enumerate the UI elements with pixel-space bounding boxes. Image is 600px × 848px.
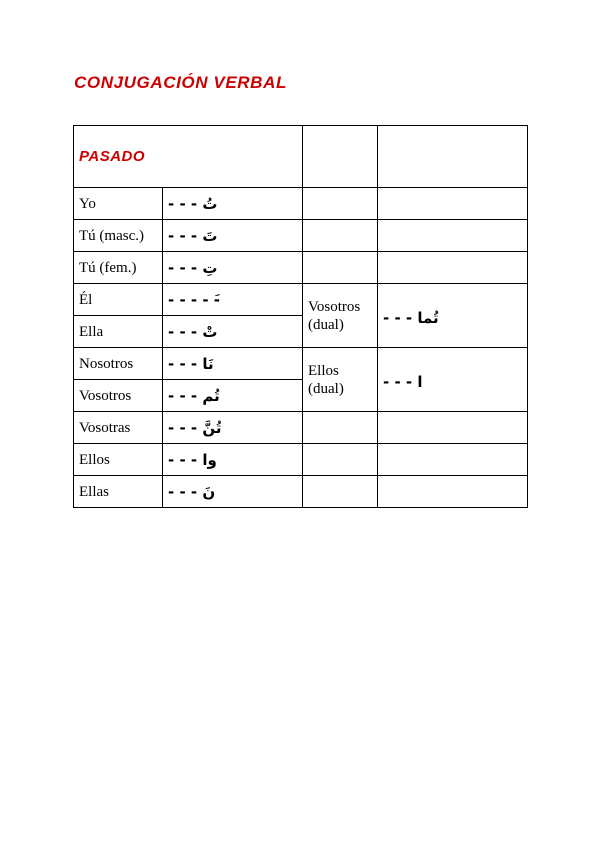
empty-cell xyxy=(378,476,528,508)
pronoun-cell: Él xyxy=(74,284,163,316)
empty-cell xyxy=(303,444,378,476)
pronoun-cell: Tú (fem.) xyxy=(74,252,163,284)
table-row xyxy=(74,126,528,188)
table-row xyxy=(74,252,528,284)
empty-cell xyxy=(378,252,528,284)
pronoun-cell: Yo xyxy=(74,188,163,220)
empty-cell xyxy=(378,188,528,220)
dual-ending-cell: - - - ا xyxy=(378,348,528,412)
empty-cell xyxy=(378,220,528,252)
ending-cell: - - - نَا xyxy=(163,348,303,380)
empty-cell xyxy=(303,188,378,220)
pronoun-cell: Vosotras xyxy=(74,412,163,444)
table-row xyxy=(74,348,528,380)
table-row xyxy=(74,412,528,444)
empty-cell xyxy=(303,220,378,252)
ending-cell: - - - تُنَّ xyxy=(163,412,303,444)
ending-cell: - - - وا xyxy=(163,444,303,476)
pronoun-cell: Vosotros xyxy=(74,380,163,412)
table-row xyxy=(74,444,528,476)
empty-cell xyxy=(378,444,528,476)
ending-cell: - - - تِ xyxy=(163,252,303,284)
ending-cell: - - - تُ xyxy=(163,188,303,220)
pronoun-cell: Ella xyxy=(74,316,163,348)
empty-cell xyxy=(378,412,528,444)
table-row xyxy=(74,220,528,252)
empty-cell xyxy=(378,126,528,188)
ending-cell: - - - تْ xyxy=(163,316,303,348)
table-row xyxy=(74,284,528,316)
table-row xyxy=(74,188,528,220)
ending-cell: - - - تَ xyxy=(163,220,303,252)
empty-cell xyxy=(303,412,378,444)
pronoun-cell: Nosotros xyxy=(74,348,163,380)
ending-cell: - - - تُم xyxy=(163,380,303,412)
table-row xyxy=(74,476,528,508)
dual-pronoun-cell: Vosotros (dual) xyxy=(303,284,378,348)
conjugation-table xyxy=(73,125,528,508)
dual-ending-cell: - - - تُما xyxy=(378,284,528,348)
empty-cell xyxy=(303,252,378,284)
ending-cell: - - - - -َ xyxy=(163,284,303,316)
tense-header: PASADO xyxy=(74,126,303,188)
ending-cell: - - - نَ xyxy=(163,476,303,508)
dual-pronoun-cell: Ellos (dual) xyxy=(303,348,378,412)
pronoun-cell: Tú (masc.) xyxy=(74,220,163,252)
pronoun-cell: Ellos xyxy=(74,444,163,476)
pronoun-cell: Ellas xyxy=(74,476,163,508)
empty-cell xyxy=(303,126,378,188)
empty-cell xyxy=(303,476,378,508)
page-title: CONJUGACIÓN VERBAL xyxy=(74,73,287,92)
